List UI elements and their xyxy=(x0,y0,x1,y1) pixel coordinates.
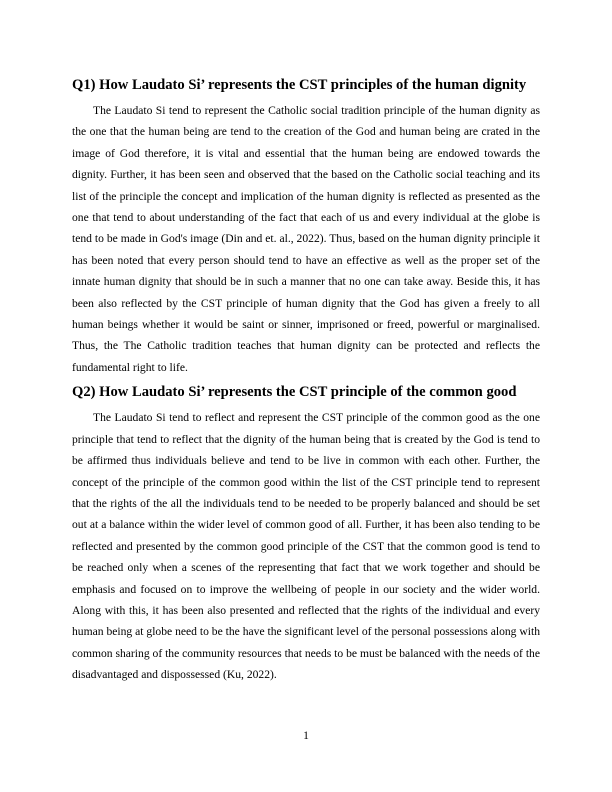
page-number: 1 xyxy=(303,729,309,742)
section-paragraph: The Laudato Si tend to represent the Catholic social tradition principle of the human dignity as the one that the human being are tend to the creation of the God and human being are crated in the image of God therefore, it is vital and essential that the human being are endowed towards the dignity. Further, it has been seen and observed that the based on the Catholic social teaching and its list of the principle the concept and implication of the human dignity is reflected as presented as the one that tend to about understanding of the fact that each of us and every individual at the globe is tend to be made in God's image (Din and et. al., 2022). Thus, based on the human dignity principle it has been noted that every person should tend to have an effective as well as the proper set of the innate human dignity that should be in such a manner that no one can take away. Beside this, it has been also reflected by the CST principle of human dignity that the God has given a freely to all human beings whether it would be saint or sinner, imprisoned or freed, powerful or marginalised. Thus, the The Catholic tradition teaches that human dignity can be protected and reflects the fundamental right to life. xyxy=(72,104,540,374)
section-human-dignity xyxy=(72,74,540,378)
document-page xyxy=(72,74,540,686)
section-paragraph: The Laudato Si tend to reflect and represent the CST principle of the common good as the one principle that tend to reflect that the dignity of the human being that is created by the God is tend to be affirmed thus individuals believe and tend to be live in common with each other. Further, the concept of the principle of the common good within the list of the CST principle tend to represent that the rights of the all the individuals tend to be needed to be properly balanced and should be set out at a balance within the wider level of common good of all. Further, it has been also tending to be reflected and presented by the common good principle of the CST that the common good is tend to be reached only when a scenes of the representing that fact that we work together and should be emphasis and focused on to improve the wellbeing of people in our society and the wider world. Along with this, it has been also presented and reflected that the rights of the individual and every human being at globe need to be the have the significant level of the personal possessions along with common sharing of the community resources that needs to be must be balanced with the needs of the disadvantaged and dispossessed (Ku, 2022). xyxy=(72,411,540,682)
section-heading: Q2) How Laudato Si’ represents the CST principle of the common good xyxy=(72,384,517,401)
section-common-good xyxy=(72,381,540,685)
section-heading: Q1) How Laudato Si’ represents the CST principles of the human dignity xyxy=(72,77,527,93)
